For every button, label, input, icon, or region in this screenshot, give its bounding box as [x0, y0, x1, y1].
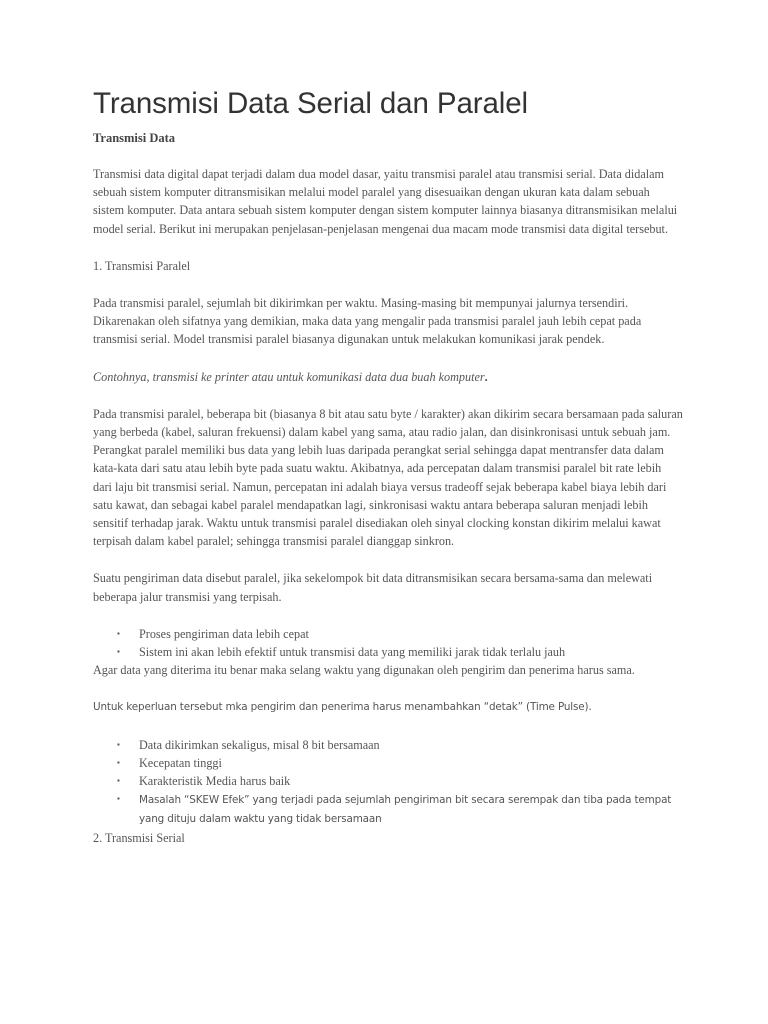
example-period: . [484, 369, 488, 384]
section2-heading: 2. Transmisi Serial [93, 830, 185, 845]
example-text: Contohnya, transmisi ke printer atau untuk komunikasi data dua buah komputer [93, 369, 485, 384]
list-item-text: Karakteristik Media harus baik [139, 774, 291, 789]
list-item-text: Sistem ini akan lebih efektif untuk transmisi data yang memiliki jarak tidak terlalu jauh [139, 645, 566, 660]
list-item [93, 625, 683, 643]
list-item [93, 736, 683, 754]
list-item-text: Kecepatan tinggi [139, 755, 222, 770]
list-item-text: Proses pengiriman data lebih cepat [139, 626, 309, 641]
list-item [93, 643, 683, 661]
intro-paragraph: Transmisi data digital dapat terjadi dalam dua model dasar, yaitu transmisi paralel atau transmisi serial. Data didalam sebuah sistem komputer ditransmisikan melalui model paralel yang disesuaikan dengan ukuran kata dalam sebuah sistem komputer. Data antara sebuah sistem komputer dengan sistem komputer lainnya biasanya ditransmisikan melalui model serial. Berikut ini merupakan penjelasan-penjelasan mengenai dua macam mode transmisi data digital tersebut. [93, 167, 678, 236]
section1-example [93, 368, 683, 386]
list-item-text: Data dikirimkan sekaligus, misal 8 bit bersamaan [139, 737, 380, 752]
characteristics-list [93, 736, 683, 829]
section1-paragraph-3: Suatu pengiriman data disebut paralel, jika sekelompok bit data ditransmisikan secara bersama-sama dan melewati beberapa jalur transmisi yang terpisah. [93, 571, 653, 604]
advantages-list [93, 625, 683, 661]
list-item [93, 790, 683, 828]
square-bullet-icon: ▪ [117, 739, 120, 749]
section-subtitle: Transmisi Data [93, 131, 176, 145]
list-item-text: Masalah “SKEW Efek” yang terjadi pada sejumlah pengiriman bit secara serempak dan tiba pada tempat yang dituju dalam waktu yang tidak bersamaan [139, 794, 672, 826]
square-bullet-icon: ▪ [117, 647, 120, 657]
section1-paragraph-2: Pada transmisi paralel, beberapa bit (biasanya 8 bit atau satu byte / karakter) akan dikirim secara bersamaan pada saluran yang berbeda (kabel, saluran frekuensi) dalam kabel yang sama, atau radio jalan, dan disinkronisasi untuk sebuah jam. Perangkat paralel memiliki bus data yang lebih luas daripada perangkat serial sehingga dapat mentransfer data dalam kata-kata dari satu atau lebih byte pada suatu waktu. Akibatnya, ada percepatan dalam transmisi paralel bit rate lebih dari laju bit transmisi serial. Namun, percepatan ini adalah biaya versus tradeoff sejak beberapa kabel biaya lebih dari satu kawat, dan sebagai kabel paralel mendapatkan lagi, sinkronisasi waktu antara beberapa saluran menjadi lebih sensitif terhadap jarak. Waktu untuk transmisi paralel disediakan oleh sinyal clocking konstan dikirim melalui kawat terpisah dalam kabel paralel; sehingga transmisi paralel dianggap sinkron. [93, 406, 683, 549]
section1-paragraph-5: Untuk keperluan tersebut mka pengirim dan penerima harus menambahkan “detak” (Time Pulse). [93, 701, 592, 714]
square-bullet-icon: ▪ [117, 628, 120, 638]
square-bullet-icon: ▪ [117, 776, 120, 786]
page-title: Transmisi Data Serial dan Paralel [93, 87, 529, 120]
section1-heading: 1. Transmisi Paralel [93, 258, 191, 273]
square-bullet-icon: ▪ [117, 757, 120, 767]
list-item [93, 754, 683, 772]
document-page [93, 86, 683, 847]
section1-paragraph-1: Pada transmisi paralel, sejumlah bit dikirimkan per waktu. Masing-masing bit mempunyai jalurnya tersendiri. Dikarenakan oleh sifatnya yang demikian, maka data yang mengalir pada transmisi paralel jauh lebih cepat pada transmisi serial. Model transmisi paralel biasanya digunakan untuk melakukan komunikasi jarak pendek. [93, 296, 642, 347]
section1-paragraph-4: Agar data yang diterima itu benar maka selang waktu yang digunakan oleh pengirim dan penerima harus sama. [93, 663, 635, 678]
square-bullet-icon: ▪ [117, 794, 120, 804]
list-item [93, 772, 683, 790]
